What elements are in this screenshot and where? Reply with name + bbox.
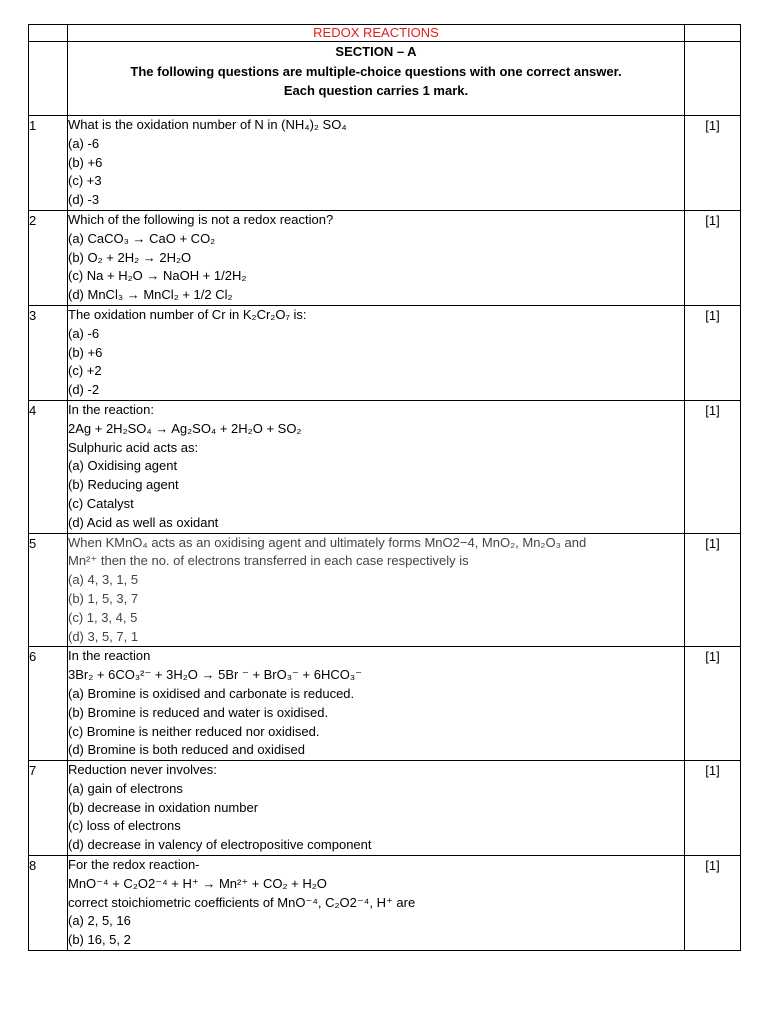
question-line: (b) 1, 5, 3, 7 [68,590,139,606]
instruction-line-2: Each question carries 1 mark. [283,83,469,98]
section-header [68,42,685,116]
section-marks-cell [685,42,741,116]
question-text [68,210,685,305]
question-line: 3Br₂ + 6CO₃²⁻ + 3H₂O → 5Br ⁻ + BrO₃⁻ + 6HCO₃⁻ [68,667,362,683]
question-number: 5 [29,533,68,647]
question-number: 4 [29,400,68,533]
question-stem: The oxidation number of Cr in K₂Cr₂O₇ is: [68,306,307,322]
question-line: (b) O₂ + 2H₂ → 2H₂O [68,249,192,265]
question-text [68,400,685,533]
question-stem: In the reaction [68,648,151,664]
question-line: (c) Na + H₂O → NaOH + 1/2H₂ [68,268,247,284]
question-stem: What is the oxidation number of N in (NH₄)₂ SO₄ [68,117,347,132]
question-line: (c) +3 [68,173,102,189]
marks-label: [1] [685,761,741,856]
question-line: (d) 3, 5, 7, 1 [68,628,139,644]
title-marks-cell [685,25,741,42]
question-number: 6 [29,647,68,761]
question-text [68,533,685,647]
question-line: (a) 2, 5, 16 [68,913,131,929]
question-number: 1 [29,116,68,211]
marks-label: [1] [685,305,741,400]
question-row [29,305,741,400]
question-line: (c) loss of electrons [68,818,181,834]
question-number: 3 [29,305,68,400]
question-text [68,856,685,951]
marks-label: [1] [685,400,741,533]
question-number: 7 [29,761,68,856]
question-stem: Reduction never involves: [68,762,217,778]
question-row [29,647,741,761]
question-line: (a) CaCO₃ → CaO + CO₂ [68,230,216,246]
question-line: (b) Bromine is reduced and water is oxidised. [68,704,329,720]
question-line: (b) +6 [68,344,103,360]
question-row [29,856,741,951]
title-num-cell [29,25,68,42]
question-number: 2 [29,210,68,305]
question-text [68,647,685,761]
question-line: (a) Bromine is oxidised and carbonate is reduced. [68,685,355,701]
question-stem: For the redox reaction- [68,857,200,873]
question-line: (a) 4, 3, 1, 5 [68,572,139,588]
question-line: (c) Catalyst [68,495,134,511]
question-line: (c) +2 [68,363,102,379]
question-row [29,116,741,211]
question-line: 2Ag + 2H₂SO₄ → Ag₂SO₄ + 2H₂O + SO₂ [68,420,302,436]
marks-label: [1] [685,210,741,305]
marks-label: [1] [685,116,741,211]
question-line: (d) Bromine is both reduced and oxidised [68,742,306,758]
question-text [68,116,685,211]
marks-label: [1] [685,856,741,951]
question-stem: Which of the following is not a redox reaction? [68,211,334,227]
question-line: (d) -3 [68,192,100,208]
question-row [29,400,741,533]
section-label: SECTION – A [335,44,417,59]
question-line: (a) Oxidising agent [68,458,178,474]
question-number: 8 [29,856,68,951]
worksheet-table [28,24,741,951]
question-line: Mn²⁺ then the no. of electrons transferred in each case respectively is [68,553,469,569]
question-text [68,761,685,856]
question-line: (c) 1, 3, 4, 5 [68,609,138,625]
question-row [29,533,741,647]
document-title: REDOX REACTIONS [68,25,685,42]
question-row [29,210,741,305]
instruction-line-1: The following questions are multiple-choice questions with one correct answer. [130,63,622,79]
question-line: (a) gain of electrons [68,780,183,796]
marks-label: [1] [685,533,741,647]
question-line: (b) decrease in oxidation number [68,799,259,815]
section-header-row [29,42,741,116]
question-line: (d) MnCl₃ → MnCl₂ + 1/2 Cl₂ [68,287,233,303]
question-line: (b) 16, 5, 2 [68,932,131,948]
section-num-cell [29,42,68,116]
marks-label: [1] [685,647,741,761]
question-text [68,305,685,400]
question-stem: When KMnO₄ acts as an oxidising agent and ultimately forms MnO2−4, MnO₂, Mn₂O₃ and [68,534,587,550]
question-line: (a) -6 [68,135,100,151]
question-line: (d) -2 [68,382,100,398]
question-line: (d) decrease in valency of electropositive component [68,837,372,853]
question-stem: In the reaction: [68,401,154,417]
question-row [29,761,741,856]
question-line: (a) -6 [68,325,100,341]
question-line: (d) Acid as well as oxidant [68,514,219,530]
question-line: MnO⁻⁴ + C₂O2⁻⁴ + H⁺ → Mn²⁺ + CO₂ + H₂O [68,875,327,891]
question-line: (c) Bromine is neither reduced nor oxidised. [68,723,320,739]
question-line: Sulphuric acid acts as: [68,439,199,455]
question-line: correct stoichiometric coefficients of MnO⁻⁴, C₂O2⁻⁴, H⁺ are [68,894,416,910]
question-line: (b) Reducing agent [68,477,179,493]
title-row [29,25,741,42]
question-line: (b) +6 [68,154,103,170]
